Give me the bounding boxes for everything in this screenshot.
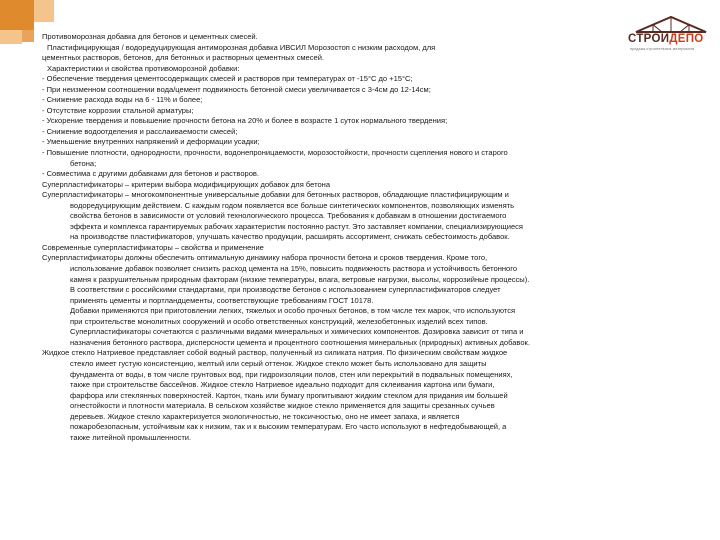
roof-truss-icon: [634, 14, 708, 34]
text-line: В соответствии с российскими стандартами, при производстве бетонов с использованием суперпластификаторов следует: [70, 285, 501, 295]
text-line: Жидкое стекло Натриевое представляет собой водный раствор, полученный из силиката натрия. По физическим свойствам жидкое: [42, 348, 508, 358]
text-line: цементных растворов, бетонов, для бетонных и растворных цементных смесей.: [42, 53, 325, 63]
text-line: деревьев. Жидкое стекло характеризуется экологичностью, не токсичностью, оно не имеет запаха, и является: [70, 411, 460, 421]
corner-decoration-light: [0, 30, 22, 44]
list-item: - Обеспечение твердения цементосодержащих смесей и растворов при температурах от -15°С до +15°С;: [42, 74, 413, 84]
text-line: эффекта и комплекса гарантируемых рабочих характеристик постоянно растут. Это заставляет компании, специализирующиеся: [70, 221, 524, 231]
text-line: Пластифицирующая / водоредуцирующая антиморозная добавка ИВСИЛ Морозостоп с низким расходом, для: [47, 42, 436, 52]
list-item: - Ускорение твердения и повышение прочности бетона на 20% и более в возрасте 1 суток нормального твердения;: [42, 116, 448, 126]
list-item-continuation: бетона;: [70, 158, 97, 168]
text-line: пожаробезопасным, устойчивым как к низким, так и к высоким температурам. Его часто используют в нефтедобывающей, а: [70, 422, 507, 432]
corner-decoration: [0, 0, 34, 30]
brand-tagline: продажа строительных материалов: [630, 47, 695, 51]
list-item: - Снижение водоотделения и расслаиваемости смесей;: [42, 126, 238, 136]
list-item: - Повышение плотности, однородности, прочности, водонепроницаемости, морозостойкости, прочности сцепления нового и старого: [42, 148, 508, 158]
text-line: использование добавок позволяет снизить расход цемента на 15%, повысить подвижность раствора и устойчивость бетонного: [70, 264, 518, 274]
text-line: Характеристики и свойства противоморозной добавки:: [47, 63, 240, 73]
text-line: применять цементы и портландцементы, соответствующие требованиям ГОСТ 10178.: [70, 295, 374, 305]
section-heading: Суперпластификаторы – критерии выбора модифицирующих добавок для бетона: [42, 179, 331, 189]
document-body: [42, 32, 656, 443]
text-line: Суперпластификаторы сочетаются с различными видами минеральных и химических компонентов. Дозировка зависит от типа и: [70, 327, 524, 337]
list-item: - Отсутствие коррозии стальной арматуры;: [42, 105, 194, 115]
text-line: фундамента от воды, в том числе грунтовых вод, при гидроизоляции полов, стен или перекрытий в подвальных помещениях,: [70, 369, 513, 379]
text-line: фарфора или стеклянных поверхностей. Картон, ткань или бумагу пропитывают жидким стеклом для придания им большей: [70, 390, 508, 400]
brand-wordmark: СТРОЙДЕПО: [628, 33, 704, 45]
text-line: также литейной промышленности.: [70, 432, 192, 442]
text-line: Добавки применяются при приготовлении легких, тяжелых и особо прочных бетонов, в том числе тех марок, что используются: [70, 306, 516, 316]
section-heading: Современные суперпластификаторы – свойства и применение: [42, 242, 264, 252]
list-item: - Уменьшение внутренних напряжений и деформации усадки;: [42, 137, 260, 147]
text-line: водоредуцирующим действием. С каждым годом появляется все больше синтетических компонентов, позволяющих изменять: [70, 200, 515, 210]
list-item: - При неизменном соотношении вода/цемент подвижность бетонной смеси увеличивается с 3-4см до 12-14см;: [42, 84, 431, 94]
text-line: камня к разрушительным природным факторам (низкие температуры, влага, ветровые нагрузки, высолы, коррозийные процессы).: [70, 274, 530, 284]
doc-heading: Противоморозная добавка для бетонов и цементных смесей.: [42, 32, 258, 41]
corner-decoration-mid: [22, 30, 34, 42]
text-line: также при строительстве бассейнов. Жидкое стекло Натриевое идеально подходит для склеивания картона или бумаги,: [70, 380, 495, 390]
text-line: свойства бетонов в зависимости от условий технологического процесса. Требования к добавкам в отношении достигаемого: [70, 211, 507, 221]
text-line: Суперпластификаторы – многокомпонентные универсальные добавки для бетонных растворов, обладающие пластифицирующим и: [42, 190, 509, 200]
text-line: Суперпластификаторы должны обеспечить оптимальную динамику набора прочности бетона и сроков твердения. Кроме того,: [42, 253, 488, 263]
text-line: при строительстве монолитных сооружений и особо ответственных конструкций, железобетонных изделий всех типов.: [70, 316, 488, 326]
text-line: назначения бетонного раствора, дисперсности цемента и процентного соотношения минеральных (природных) активных добавок.: [70, 337, 530, 347]
text-line: стекло имеет густую консистенцию, желтый или серый оттенок. Жидкое стекло может быть использовано для защиты: [70, 358, 487, 368]
corner-decoration-light: [34, 0, 54, 22]
text-line: огнестойкости и плотности материала. В сельском хозяйстве жидкое стекло применяется для защиты срезанных сучьев: [70, 401, 495, 411]
list-item: - Снижение расхода воды на 6 - 11% и более;: [42, 95, 203, 105]
list-item: - Совместима с другими добавками для бетонов и растворов.: [42, 169, 260, 179]
text-line: на производстве пластификаторов, улучшать качество продукции, расширять ассортимент, снижать себестоимость добавок.: [70, 232, 510, 242]
